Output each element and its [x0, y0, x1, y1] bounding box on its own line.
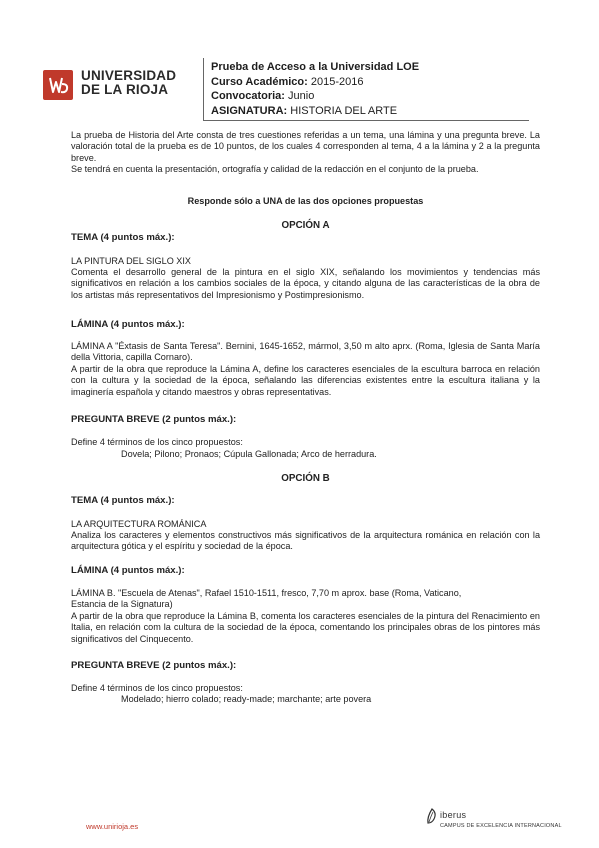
option-a-lamina-caption: LÁMINA A "Éxtasis de Santa Teresa". Bernini, 1645-1652, mármol, 3,50 m alto aprx. (Roma, Iglesia de Santa María della Vittoria, capilla Cornaro). — [71, 341, 540, 363]
option-b-lamina-caption-1: LÁMINA B. "Escuela de Atenas", Rafael 1510-1511, fresco, 7,70 m aprox. base (Roma, Vaticano, — [71, 588, 462, 598]
university-logo-icon — [43, 70, 73, 100]
instruction-text: Responde sólo a UNA de las dos opciones propuestas — [187, 196, 424, 206]
header-divider-horizontal — [203, 120, 529, 121]
iberus-subtitle: CAMPUS DE EXCELENCIA INTERNACIONAL — [440, 823, 562, 829]
university-name: UNIVERSIDAD DE LA RIOJA — [81, 68, 177, 97]
header-divider-vertical — [203, 58, 204, 120]
option-b-lamina-label: LÁMINA (4 puntos máx.): — [71, 565, 185, 576]
option-a-pregunta-intro: Define 4 términos de los cinco propuestos: — [71, 437, 243, 447]
exam-title: Prueba de Acceso a la Universidad LOE — [211, 61, 420, 73]
option-a-lamina-label: LÁMINA (4 puntos máx.): — [71, 319, 185, 330]
option-a-title: OPCIÓN A — [281, 220, 330, 231]
course-line: Curso Académico: 2015-2016 — [211, 75, 364, 88]
option-a-tema-text: Comenta el desarrollo general de la pintura en el siglo XIX, señalando los movimientos y tendencias más significativos en relación a los cambios sociales de la época, y citando alguna de las características de la obra de los artistas más representativos del Impresionismo y Postimpresionismo. — [71, 267, 540, 300]
option-b-title: OPCIÓN B — [281, 473, 330, 484]
option-b-tema-text: Analiza los caracteres y elementos constructivos más significativos de la arquitectura románica en relación con la arquitectura gótica y el espíritu y sociedad de la época. — [71, 530, 540, 552]
subject-line: ASIGNATURA: HISTORIA DEL ARTE — [211, 104, 398, 117]
session-line: Convocatoria: Junio — [211, 90, 315, 102]
option-b-pregunta-terms: Modelado; hierro colado; ready-made; marchante; arte povera — [121, 694, 372, 704]
exam-header-info — [211, 60, 419, 118]
option-b-pregunta-intro: Define 4 términos de los cinco propuestos: — [71, 683, 243, 693]
option-a-pregunta-label: PREGUNTA BREVE (2 puntos máx.): — [71, 414, 237, 425]
option-a-lamina-text: A partir de la obra que reproduce la Lámina A, define los caracteres esenciales de la escultura barroca en relación con la cultura y la sociedad de la época, señalando las diferencias existentes entre la escultura italiana y la imaginería española y citando maestros y obras representativas. — [71, 364, 540, 397]
footer-url[interactable]: www.unirioja.es — [86, 822, 139, 831]
option-a-tema-title: LA PINTURA DEL SIGLO XIX — [71, 256, 191, 266]
intro-note: Se tendrá en cuenta la presentación, ortografía y calidad de la redacción en el conjunto de la prueba. — [71, 164, 479, 174]
option-b-pregunta-label: PREGUNTA BREVE (2 puntos máx.): — [71, 660, 237, 671]
iberus-leaf-icon — [425, 808, 439, 824]
intro-paragraph: La prueba de Historia del Arte consta de tres cuestiones referidas a un tema, una lámina y una pregunta breve. La valoración total de la prueba es de 10 puntos, de los cuales 4 corresponden al tema, 4 a la lámina y 2 a la pregunta breve. — [71, 130, 540, 163]
option-a-pregunta-terms: Dovela; Pilono; Pronaos; Cúpula Gallonada; Arco de herradura. — [121, 449, 377, 459]
option-b-tema-label: TEMA (4 puntos máx.): — [71, 495, 175, 506]
iberus-name: iberus — [440, 810, 467, 820]
option-b-lamina-text: A partir de la obra que reproduce la Lámina B, comenta los caracteres esenciales de la pintura del Renacimiento en Italia, en relación com la cultura de la sociedad de la época, comentando los principales obras de los pintores más significativos del Cinquecento. — [71, 611, 540, 644]
option-b-tema-title: LA ARQUITECTURA ROMÁNICA — [71, 519, 207, 529]
option-b-lamina-caption-2: Estancia de la Signatura) — [71, 599, 173, 609]
option-a-tema-label: TEMA (4 puntos máx.): — [71, 232, 175, 243]
